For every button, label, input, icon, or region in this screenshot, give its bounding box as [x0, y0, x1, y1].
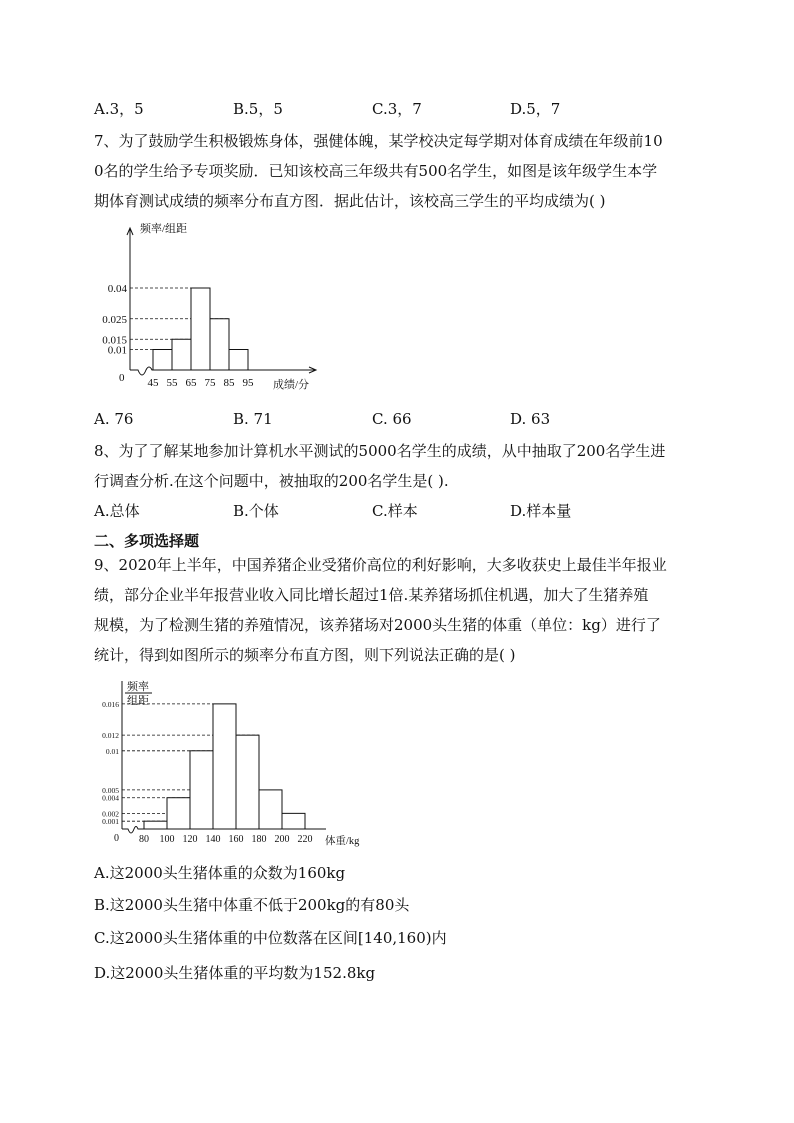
- chart1-ylabel: 频率/组距: [140, 223, 188, 235]
- c2-bar-5: [259, 790, 282, 829]
- q9-option-a: A.这2000头生猪体重的众数为160kg: [94, 864, 346, 882]
- c2-bar-4: [236, 735, 259, 829]
- c1-x-tick-label-3: 75: [204, 377, 216, 389]
- c2-bar-1: [167, 798, 190, 829]
- q9-histogram: [94, 676, 374, 852]
- q9-text-line-3: 规模，为了检测生猪的养殖情况，该养猪场对2000头生猪的体重（单位：kg）进行了: [94, 616, 661, 634]
- q7-option-a: A. 76: [94, 410, 134, 428]
- section-2-heading: 二、多项选择题: [94, 532, 200, 550]
- c1-bar-4: [229, 350, 248, 371]
- c2-bar-0: [144, 821, 167, 829]
- c2-y-tick-label-0: 0.001: [102, 817, 119, 827]
- c2-bar-2: [190, 751, 213, 829]
- c2-x-tick-label-0: 80: [139, 834, 149, 845]
- q8-option-c: C.样本: [372, 502, 418, 520]
- c2-y-tick-label-1: 0.002: [102, 809, 119, 819]
- q7-option-b: B. 71: [233, 410, 273, 428]
- chart2-origin-label: 0: [114, 833, 119, 844]
- q7-histogram: [90, 216, 330, 398]
- q9-option-c: C.这2000头生猪体重的中位数落在区间[140,160)内: [94, 929, 447, 947]
- q6-option-d: D.5，7: [510, 100, 561, 118]
- c2-x-tick-label-6: 200: [274, 834, 290, 845]
- c1-bar-0: [153, 350, 172, 371]
- q8-text-line-1: 8、为了了解某地参加计算机水平测试的5000名学生的成绩，从中抽取了200名学生进: [94, 442, 666, 460]
- c2-x-tick-label-1: 100: [159, 834, 175, 845]
- q7-option-d: D. 63: [510, 410, 551, 428]
- chart2-ylabel-bottom: 组距: [127, 695, 149, 707]
- c2-bar-6: [282, 813, 305, 829]
- chart1-origin-label: 0: [119, 372, 125, 384]
- q9-text-line-1: 9、2020年上半年，中国养猪企业受猪价高位的利好影响，大多收获史上最佳半年报业: [94, 556, 667, 574]
- c1-x-tick-label-5: 95: [242, 377, 254, 389]
- q9-option-b: B.这2000头生猪中体重不低于200kg的有80头: [94, 896, 410, 914]
- q7-text-line-1: 7、为了鼓励学生积极锻炼身体，强健体魄，某学校决定每学期对体育成绩在年级前10: [94, 132, 663, 150]
- q9-text-line-4: 统计，得到如图所示的频率分布直方图，则下列说法正确的是( ): [94, 646, 516, 664]
- c2-x-tick-label-2: 120: [182, 834, 198, 845]
- c1-x-tick-label-0: 45: [147, 377, 159, 389]
- q8-option-a: A.总体: [94, 502, 140, 520]
- c2-y-tick-label-6: 0.016: [102, 699, 119, 709]
- c2-y-tick-label-3: 0.005: [102, 785, 119, 795]
- q6-option-b: B.5，5: [233, 100, 283, 118]
- c1-bar-3: [210, 319, 229, 370]
- c2-y-tick-label-2: 0.004: [102, 793, 119, 803]
- q6-option-a: A.3，5: [94, 100, 144, 118]
- q7-option-c: C. 66: [372, 410, 412, 428]
- c1-bar-1: [172, 339, 191, 370]
- q7-text-line-2: 0名的学生给予专项奖励．已知该校高三年级共有500名学生，如图是该年级学生本学: [94, 162, 658, 180]
- q9-option-d: D.这2000头生猪体重的平均数为152.8kg: [94, 964, 376, 982]
- c1-y-tick-label-2: 0.025: [102, 313, 127, 326]
- c2-x-tick-label-7: 220: [297, 834, 313, 845]
- c2-bar-3: [213, 704, 236, 829]
- q7-text-line-3: 期体育测试成绩的频率分布直方图．据此估计，该校高三学生的平均成绩为( ): [94, 192, 606, 210]
- c1-x-tick-label-4: 85: [223, 377, 235, 389]
- c1-y-tick-label-1: 0.015: [102, 334, 127, 347]
- q8-text-line-2: 行调查分析.在这个问题中，被抽取的200名学生是( ).: [94, 472, 449, 490]
- chart1-xlabel: 成绩/分: [273, 379, 310, 391]
- c2-x-tick-label-5: 180: [251, 834, 267, 845]
- c1-x-tick-label-1: 55: [166, 377, 178, 389]
- c2-y-tick-label-5: 0.012: [102, 731, 119, 741]
- q9-text-line-2: 绩，部分企业半年报营业收入同比增长超过1倍.某养猪场抓住机遇，加大了生猪养殖: [94, 586, 649, 604]
- chart2-ylabel-top: 频率: [127, 681, 149, 693]
- c1-y-tick-label-0: 0.01: [107, 344, 127, 357]
- chart2-xlabel: 体重/kg: [325, 836, 360, 847]
- c2-x-tick-label-3: 140: [205, 834, 221, 845]
- c1-x-tick-label-2: 65: [185, 377, 197, 389]
- q8-option-b: B.个体: [233, 502, 279, 520]
- c1-bar-2: [191, 288, 210, 370]
- c2-y-tick-label-4: 0.01: [105, 746, 119, 756]
- c2-x-tick-label-4: 160: [228, 834, 244, 845]
- q6-option-c: C.3，7: [372, 100, 422, 118]
- c1-y-tick-label-3: 0.04: [107, 283, 127, 295]
- q8-option-d: D.样本量: [510, 502, 572, 520]
